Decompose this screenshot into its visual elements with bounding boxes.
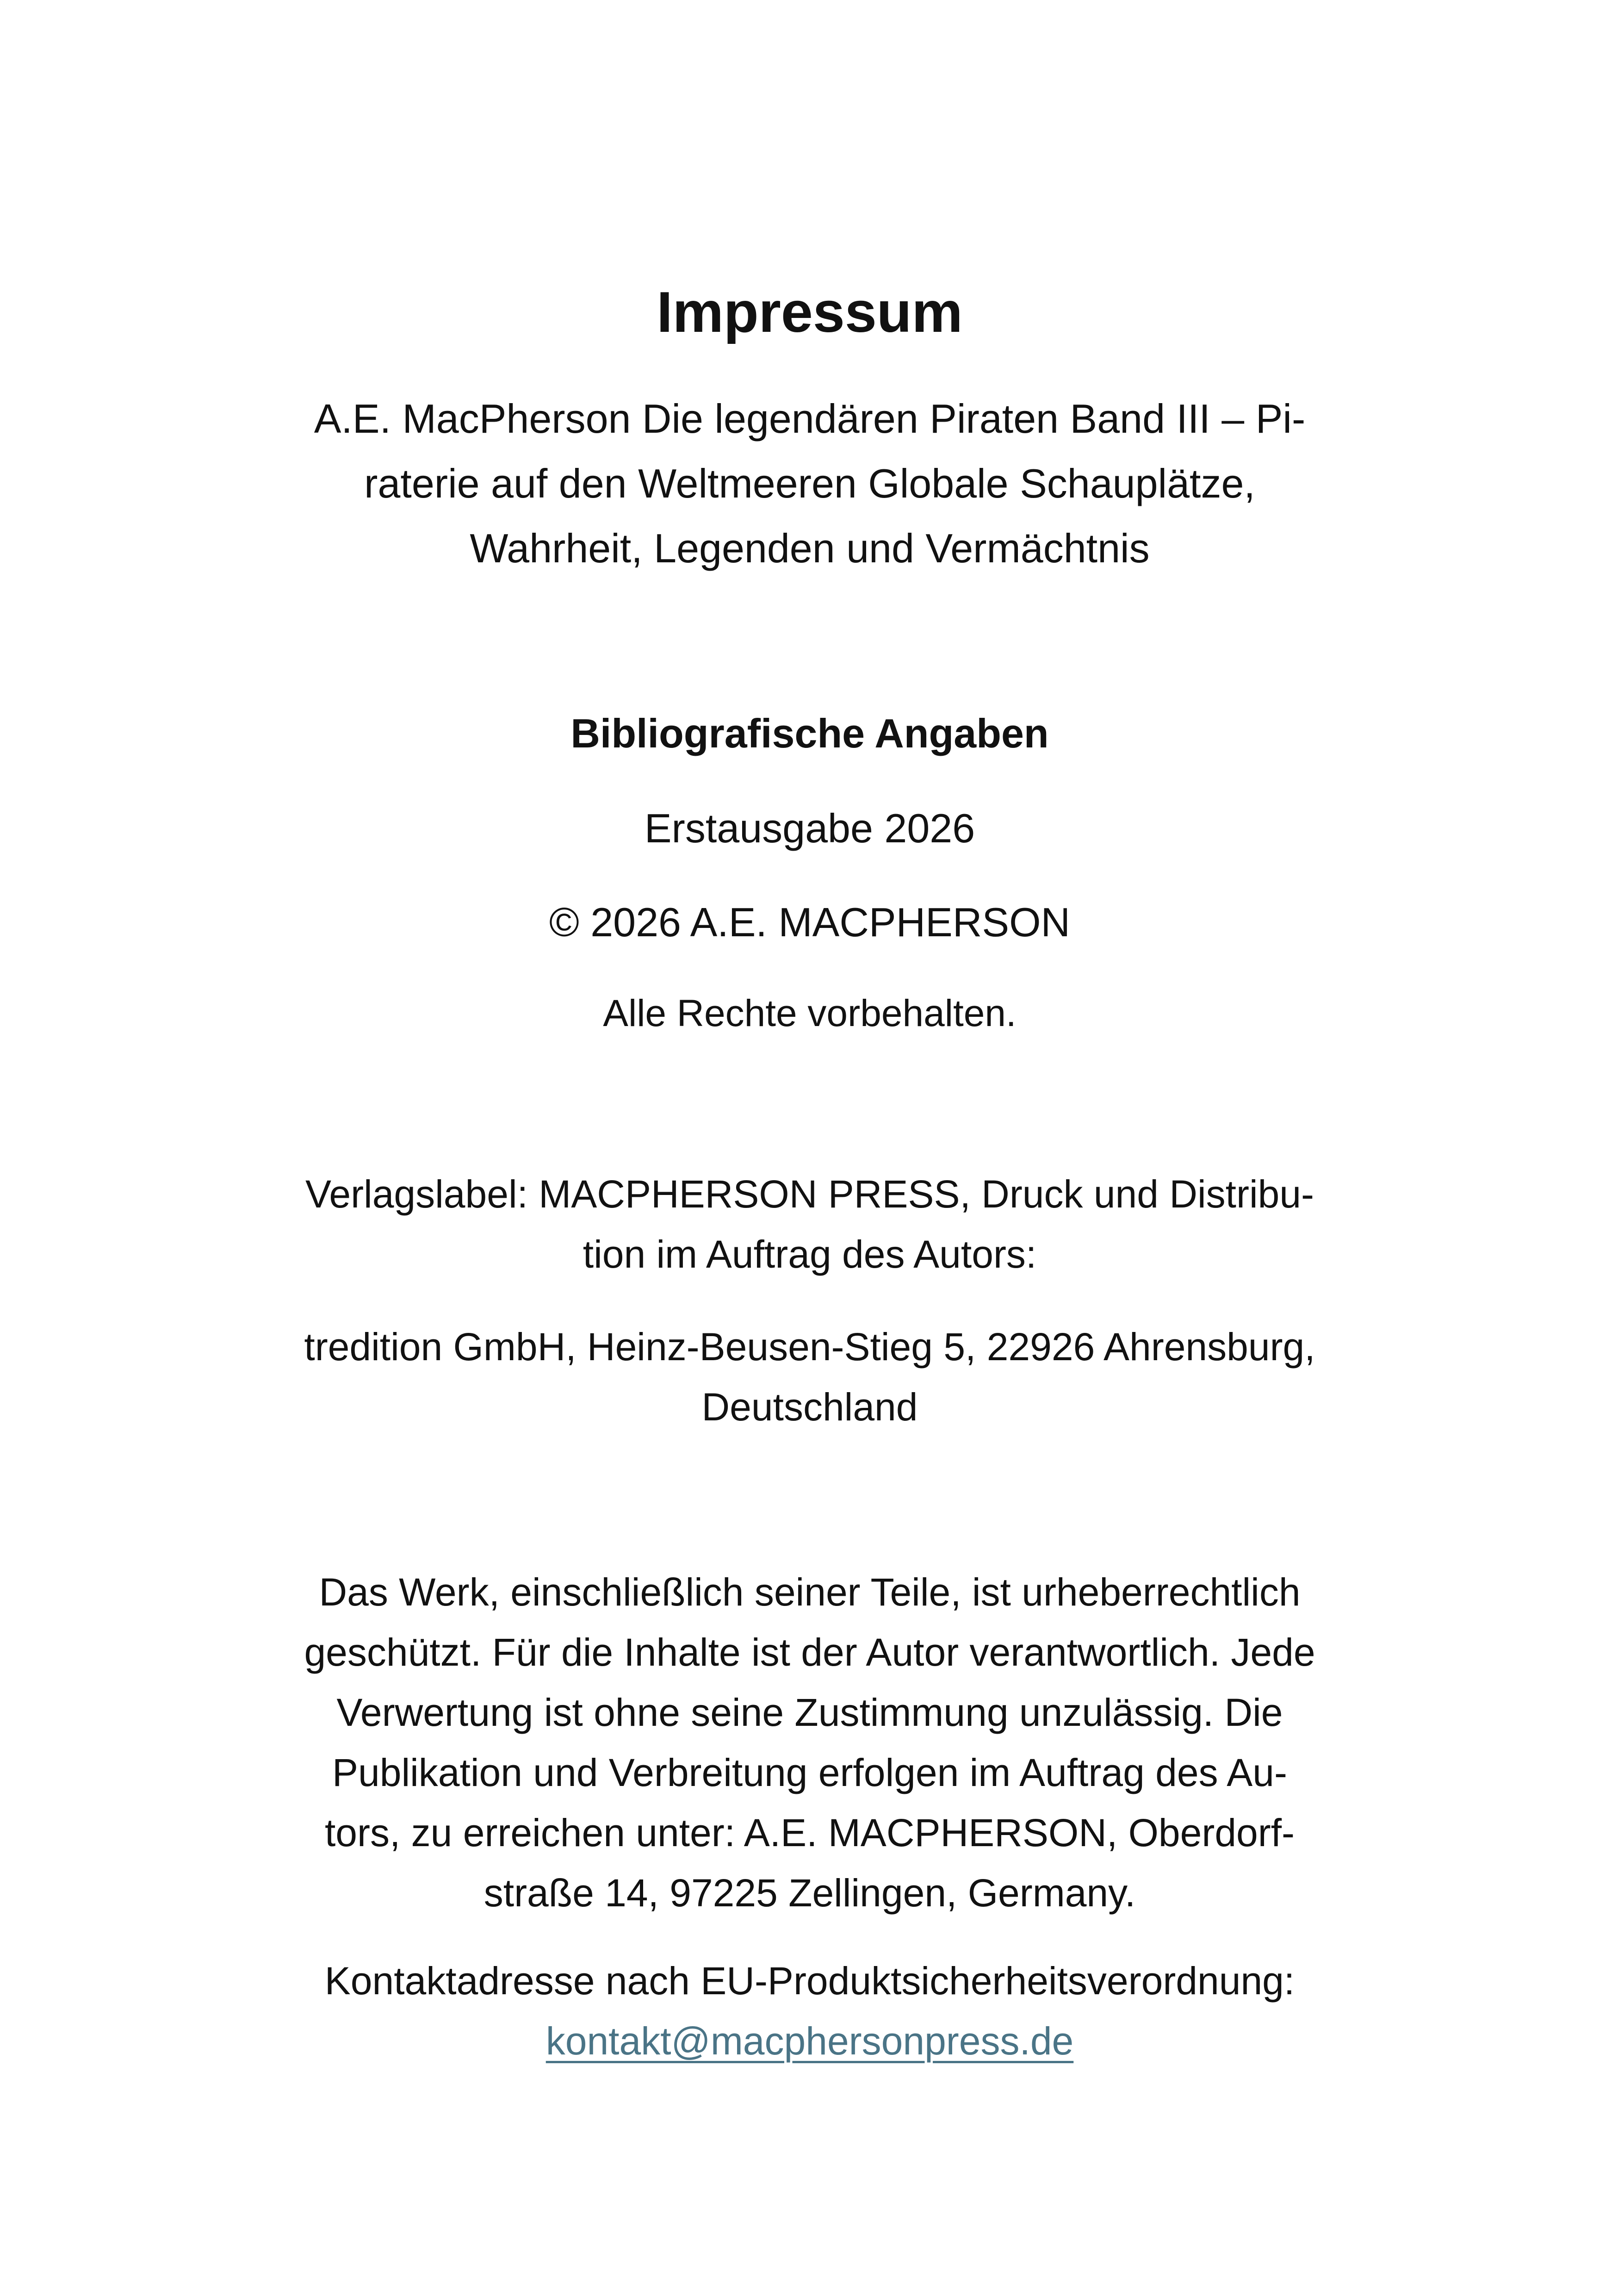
copyright-text: © 2026 A.E. MACPHERSON (549, 899, 1071, 945)
printer-line-1: tredition GmbH, Heinz-Beusen-Stieg 5, 22926 Ahrensburg, (304, 1325, 1315, 1369)
bibliography-heading-text: Bibliografische Angaben (570, 710, 1049, 756)
legal-line-1: Das Werk, einschließlich seiner Teile, ist urheberrechtlich (319, 1570, 1301, 1614)
legal-line-6: straße 14, 97225 Zellingen, Germany. (484, 1871, 1136, 1915)
legal-line-5: tors, zu erreichen unter: A.E. MACPHERSON, Oberdorf- (324, 1811, 1295, 1854)
edition-note (259, 798, 1360, 859)
printer-line-2: Deutschland (701, 1385, 918, 1429)
rights-text: Alle Rechte vorbehalten. (603, 992, 1017, 1034)
legal-line-4: Publikation und Verbreitung erfolgen im Auftrag des Au- (332, 1751, 1287, 1794)
rights-note (259, 983, 1360, 1044)
page-title (259, 273, 1360, 352)
publisher-line-1: Verlagslabel: MACPHERSON PRESS, Druck und Distribu- (305, 1172, 1314, 1216)
book-title-line-2: raterie auf den Weltmeeren Globale Schauplätze, (364, 460, 1255, 506)
copyright-note (259, 892, 1360, 952)
book-title (259, 386, 1360, 581)
publisher-line-2: tion im Auftrag des Autors: (583, 1232, 1037, 1276)
printer-address (259, 1317, 1360, 1437)
contact-email-wrapper (259, 2011, 1360, 2071)
book-title-line-1: A.E. MacPherson Die legendären Piraten Band III – Pi- (314, 396, 1306, 442)
book-title-line-3: Wahrheit, Legenden und Vermächtnis (470, 525, 1150, 571)
bibliography-heading (259, 701, 1360, 766)
contact-section (259, 1951, 1360, 2071)
contact-email-link[interactable]: kontakt@macphersonpress.de (546, 2019, 1074, 2063)
contact-label: Kontaktadresse nach EU-Produktsicherheitsverordnung: (324, 1959, 1295, 2003)
legal-line-2: geschützt. Für die Inhalte ist der Autor verantwortlich. Jede (304, 1630, 1315, 1674)
title-text: Impressum (657, 280, 963, 344)
publisher-paragraph (259, 1164, 1360, 1284)
legal-line-3: Verwertung ist ohne seine Zustimmung unzulässig. Die (336, 1691, 1283, 1734)
legal-notice (259, 1562, 1360, 1923)
edition-text: Erstausgabe 2026 (644, 805, 975, 851)
